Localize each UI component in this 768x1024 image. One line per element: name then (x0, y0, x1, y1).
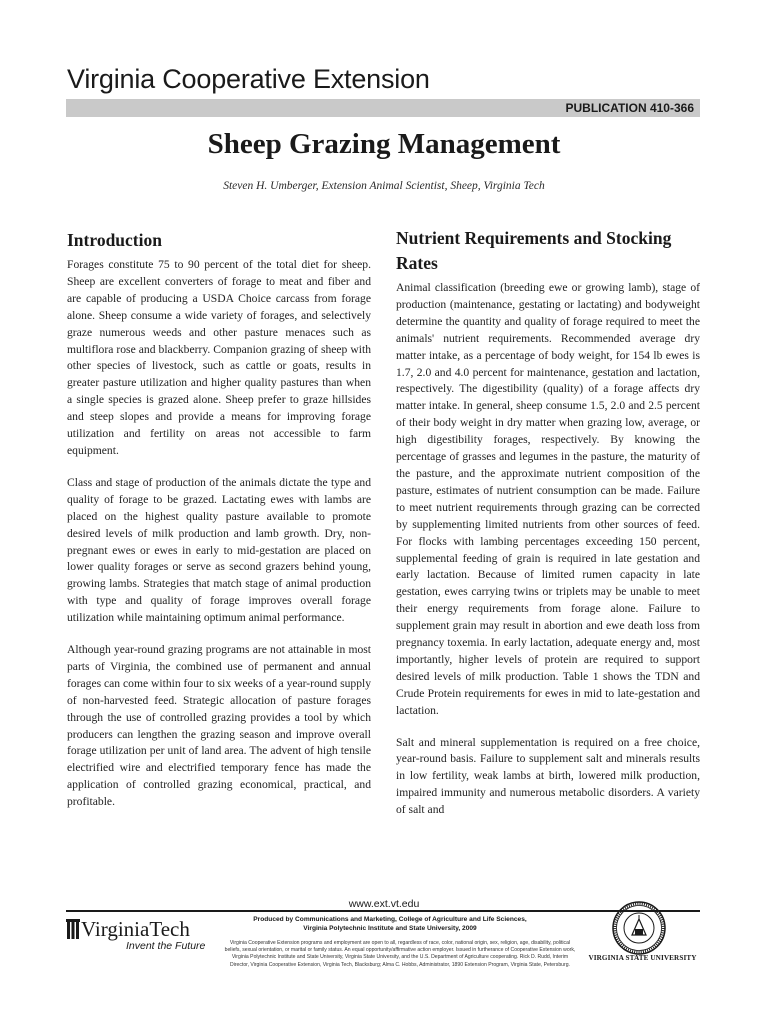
paragraph: Animal classification (breeding ewe or growing lamb), stage of production (maintenance, gestating or lactating) and bodyweight determine the quantity and quality of forage required to meet the animals' nutrient requirements. Recommended average dry matter intake, as a percentage of body weight, for 154 lb ewes is 1.7, 2.0 and 4.0 percent for maintenance, gestation and lactation, respectively. The digestibility (quality) of a forage affects dry matter intake. In general, sheep consume 1.5, 2.0 and 2.5 percent of their body weight in dry matter when grazing low, average, or high digestibility forages, respectively. By knowing the percentage of grasses and legumes in the pasture, the maturity of the pasture, and the approximate nutrient composition of the pasture, estimates of nutrient consumption can be made. Failure to meet nutrient requirements through grazing can be corrected by supplementing limited nutrients from other sources of feed. For flocks with lambing percentages exceeding 150 percent, supplemental feeding of grain is required in late gestation and early lactation. Because of limited rumen capacity in late gestation, ewes carrying twins or triplets may be unable to meet their energy requirements from forage alone. Failure to supplement grain may result in abortion and ewe death loss from pregnancy toxemia. In early lactation, adequate energy and, most importantly, higher levels of protein are required to support desired levels of milk production. Table 1 shows the TDN and Crude Protein requirements for ewes in mid to late-gestation and lactation. (396, 281, 700, 717)
paragraph: Although year-round grazing programs are not attainable in most parts of Virginia, the combined use of permanent and annual forages can come within four to six weeks of a year-round supply of non-harvested feed. Strategic allocation of pasture forages through the use of controlled grazing provides a tool by which producers can lengthen the grazing season and improve overall forage utilization per unit of land area. The advent of high tensile electrified wire and electrified temporary fence has made the application of controlled grazing economical, practical, and profitable. (67, 643, 372, 809)
paragraph: Forages constitute 75 to 90 percent of the total diet for sheep. Sheep are excellent converters of forage to meat and fiber and are capable of producing a USDA Choice carcass from forage alone. Sheep consume a wide variety of forages, and selectively graze numerous weeds and other pasture menaces such as multiflora rose and blackberry. Companion grazing of sheep with other species of livestock, such as cattle or goats, results in greater pasture utilization and higher quality pastures than when a single species is grazed alone. Sheep prefer to graze hillsides and steep slopes and provide a means for improving forage utilization and fertility on areas not accessible to farm equipment. (67, 258, 371, 457)
author-byline: Steven H. Umberger, Extension Animal Scientist, Sheep, Virginia Tech (223, 180, 545, 192)
virginia-state-university-name: VIRGINIA STATE UNIVERSITY (588, 954, 697, 962)
right-column (396, 226, 700, 834)
footer-url-link[interactable]: www.ext.vt.edu (348, 898, 420, 910)
paragraph: Salt and mineral supplementation is required on a free choice, year-round basis. Failure to supplement salt and minerals results in low fertility, weak lambs at birth, lowered milk production, impaired immunity and numerous metabolic disorders. A variety of salt and (396, 735, 700, 817)
virginia-state-university-seal-icon (612, 901, 666, 955)
produced-by-text (230, 915, 550, 933)
section-heading-nutrient-requirements: Nutrient Requirements and Stocking Rates (396, 228, 672, 273)
virginia-tech-tagline: Invent the Future (126, 940, 206, 952)
footer-divider (66, 910, 700, 912)
virginia-tech-wordmark: VirginiaTech (81, 917, 190, 941)
publisher-title: Virginia Cooperative Extension (67, 64, 430, 94)
left-column (67, 226, 371, 826)
paragraph: Class and stage of production of the animals dictate the type and quality of forage to be grazed. Lactating ewes with lambs are placed on the highest quality pasture available to promote desired levels of milk production and lamb growth. Dry, non-pregnant ewes or ewes in early to mid-gestation are placed on lower quality forages or serve as second grazers behind young, growing lambs. Strategies that match stage of animal production with type and quality of forage improves overall forage utilization while maintaining optimum animal performance. (67, 475, 371, 625)
equal-opportunity-disclaimer: Virginia Cooperative Extension programs and employment are open to all, regardless of race, color, national origin, sex, religion, age, disability, political beliefs, sexual orientation, or marital or family status. An equal opportunity/affirmative action employer. Issued in furtherance of Cooperative Extension work, Virginia Polytechnic Institute and State University, Virginia State University, and the U.S. Department of Agriculture cooperating. Rick D. Rudd, Interim Director, Virginia Cooperative Extension, Virginia Tech, Blacksburg; Alma C. Hobbs, Administrator, 1890 Extension Program, Virginia State, Petersburg. (224, 940, 576, 968)
produced-line-1: Produced by Communications and Marketing, College of Agriculture and Life Sciences, (253, 916, 527, 923)
section-heading-introduction: Introduction (67, 230, 162, 250)
virginia-tech-logo-icon (66, 918, 80, 942)
document-title: Sheep Grazing Management (207, 128, 561, 160)
produced-line-2: Virginia Polytechnic Institute and State University, 2009 (303, 925, 477, 932)
publication-bar (66, 99, 700, 117)
publication-number: PUBLICATION 410-366 (565, 101, 694, 115)
virginia-tech-logo (66, 917, 216, 957)
